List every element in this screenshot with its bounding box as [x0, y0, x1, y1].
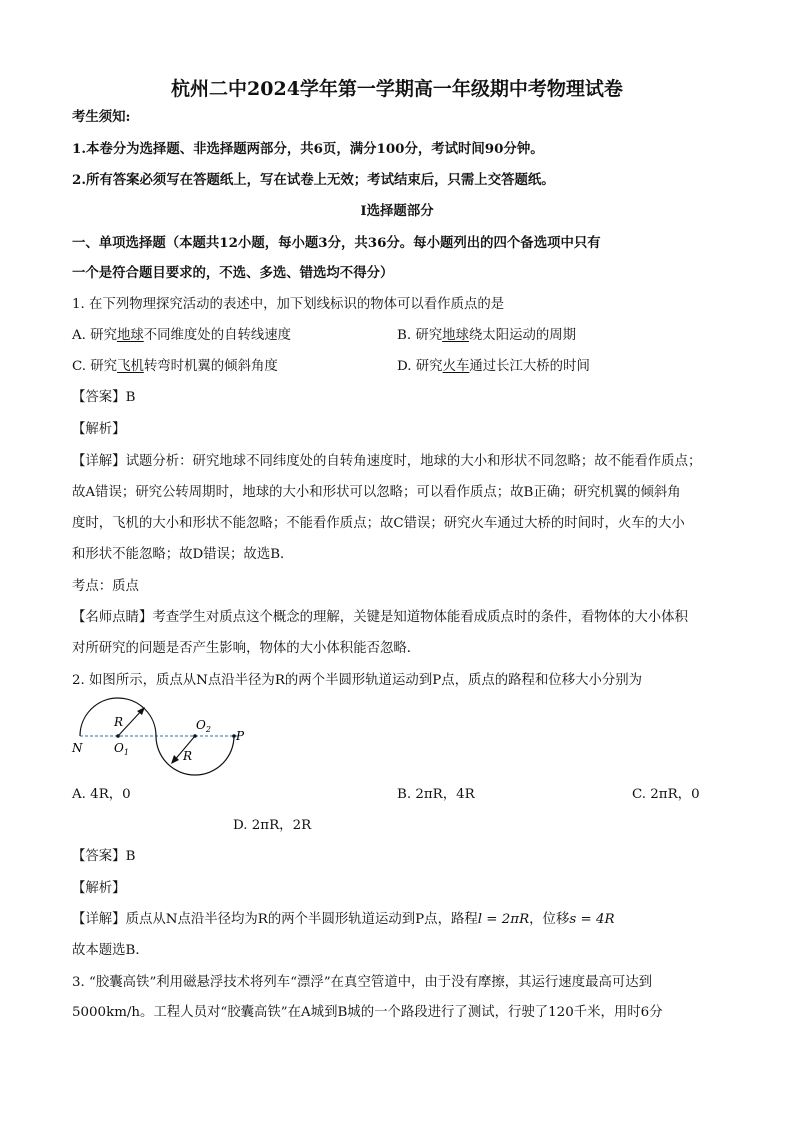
q1-detail-line1 [72, 453, 701, 471]
q1-detail-text1: 试题分析：研究地球不同纬度处的自转角速度时，地球的大小和形状不同忽略；故不能看作质点； [125, 454, 702, 469]
q2-detail-mid: ，位移 [529, 912, 570, 927]
q1-option-b-underlined: 地球 [442, 328, 469, 343]
q2-option-c: C. 2πR，0 [632, 787, 700, 802]
q3-line1: 3. “胶囊高铁”利用磁悬浮技术将列车“漂浮”在真空管道中，由于没有摩擦，其运行速度最高可达到 [72, 975, 653, 990]
q1-kaodian: 考点：质点 [72, 579, 139, 594]
notice-item-1: 1.本卷分为选择题、非选择题两部分，共6页，满分100分，考试时间90分钟。 [72, 141, 544, 157]
q1-option-a-underlined: 地球 [116, 328, 144, 343]
q1-stem: 1. 在下列物理探究活动的表述中，加下划线标识的物体可以看作质点的是 [72, 297, 505, 312]
q1-option-d [397, 358, 590, 376]
q2-answer-tag: 【答案】 [72, 849, 126, 864]
q2-fig-label-o1: $O_1$ [114, 741, 129, 757]
q1-answer [72, 389, 135, 407]
q1-option-a-prefix: A. 研究 [72, 328, 117, 343]
q1-option-b-prefix: B. 研究 [397, 328, 443, 343]
q2-detail-line1 [72, 911, 615, 929]
q2-stem: 2. 如图所示，质点从N点沿半径为R的两个半圆形轨道运动到P点，质点的路程和位移大小分别为 [72, 673, 643, 688]
q1-answer-value: B [125, 390, 136, 405]
notice-item-2: 2.所有答案必须写在答题纸上，写在试卷上无效；考试结束后，只需上交答题纸。 [72, 172, 555, 188]
part1-instructions-line2: 一个是符合题目要求的，不选、多选、错选均不得分） [72, 265, 394, 281]
part1-instructions-line1: 一、单项选择题（本题共12小题，每小题3分，共36分。每小题列出的四个备选项中只有 [72, 235, 601, 251]
q1-answer-tag: 【答案】 [72, 390, 126, 405]
q1-tips-tag: 【名师点睛】 [72, 610, 153, 625]
q2-analysis-tag: 【解析】 [72, 881, 126, 896]
q1-option-d-underlined: 火车 [442, 359, 470, 374]
q1-option-d-prefix: D. 研究 [397, 359, 443, 374]
q2-detail-line2: 故本题选B． [72, 943, 149, 958]
q1-option-a [72, 327, 291, 345]
q1-option-c [72, 358, 278, 376]
notice-heading: 考生须知: [72, 109, 131, 125]
q2-fig-label-r1: R [114, 715, 124, 729]
q2-detail-math-displacement: s = 4R [569, 912, 615, 927]
q1-analysis-tag: 【解析】 [72, 422, 126, 437]
q2-option-d: D. 2πR，2R [233, 818, 312, 833]
q1-option-c-prefix: C. 研究 [72, 359, 118, 374]
q1-detail-line2: 故A错误；研究公转周期时，地球的大小和形状可以忽略；可以看作质点；故B正确；研究机翼的倾斜角 [72, 485, 681, 500]
q1-option-c-rest: 转弯时机翼的倾斜角度 [143, 359, 278, 374]
q3-line2: 5000km/h。工程人员对“胶囊高铁”在A城到B城的一个路段进行了测试，行驶了120千米，用时6分 [72, 1005, 663, 1020]
page-title: 杭州二中2024学年第一学期高一年级期中考物理试卷 [171, 78, 623, 100]
section-title: Ⅰ选择题部分 [360, 203, 434, 219]
q2-fig-label-o2: $O_2$ [196, 718, 211, 734]
q1-tips-line2: 对所研究的问题是否产生影响，物体的大小体积能否忽略． [72, 641, 421, 656]
q1-detail-tag: 【详解】 [72, 454, 126, 469]
q2-fig-label-n: N [72, 741, 83, 755]
q2-answer [72, 848, 135, 866]
q2-fig-label-p: P [236, 729, 245, 743]
q1-option-b-rest: 绕太阳运动的周期 [468, 328, 577, 343]
q1-tips-line1 [72, 609, 688, 627]
q1-option-c-underlined: 飞机 [117, 359, 144, 374]
q2-answer-value: B [125, 849, 136, 864]
q2-detail-tag: 【详解】 [72, 912, 126, 927]
q1-detail-line4: 和形状不能忽略；故D错误；故选B． [72, 547, 294, 562]
q2-option-a: A. 4R，0 [72, 787, 131, 802]
q2-figure [66, 694, 256, 778]
q2-fig-lower-semicircle [156, 736, 234, 775]
q2-fig-label-r2: R [183, 749, 193, 763]
q1-option-a-rest: 不同维度处的自转线速度 [143, 328, 292, 343]
q1-option-d-rest: 通过长江大桥的时间 [469, 359, 590, 374]
q2-detail-math-path: l = 2πR [477, 912, 530, 927]
q1-detail-line3: 度时，飞机的大小和形状不能忽略；不能看作质点；故C错误；研究火车通过大桥的时间时，火车的大小 [72, 516, 685, 531]
q2-option-b: B. 2πR，4R [397, 787, 475, 802]
q1-tips-text1: 考查学生对质点这个概念的理解，关键是知道物体能看成质点时的条件，看物体的大小体积 [152, 610, 688, 625]
q2-detail-text1: 质点从N点沿半径均为R的两个半圆形轨道运动到P点，路程 [125, 912, 478, 927]
q1-option-b [397, 327, 576, 345]
